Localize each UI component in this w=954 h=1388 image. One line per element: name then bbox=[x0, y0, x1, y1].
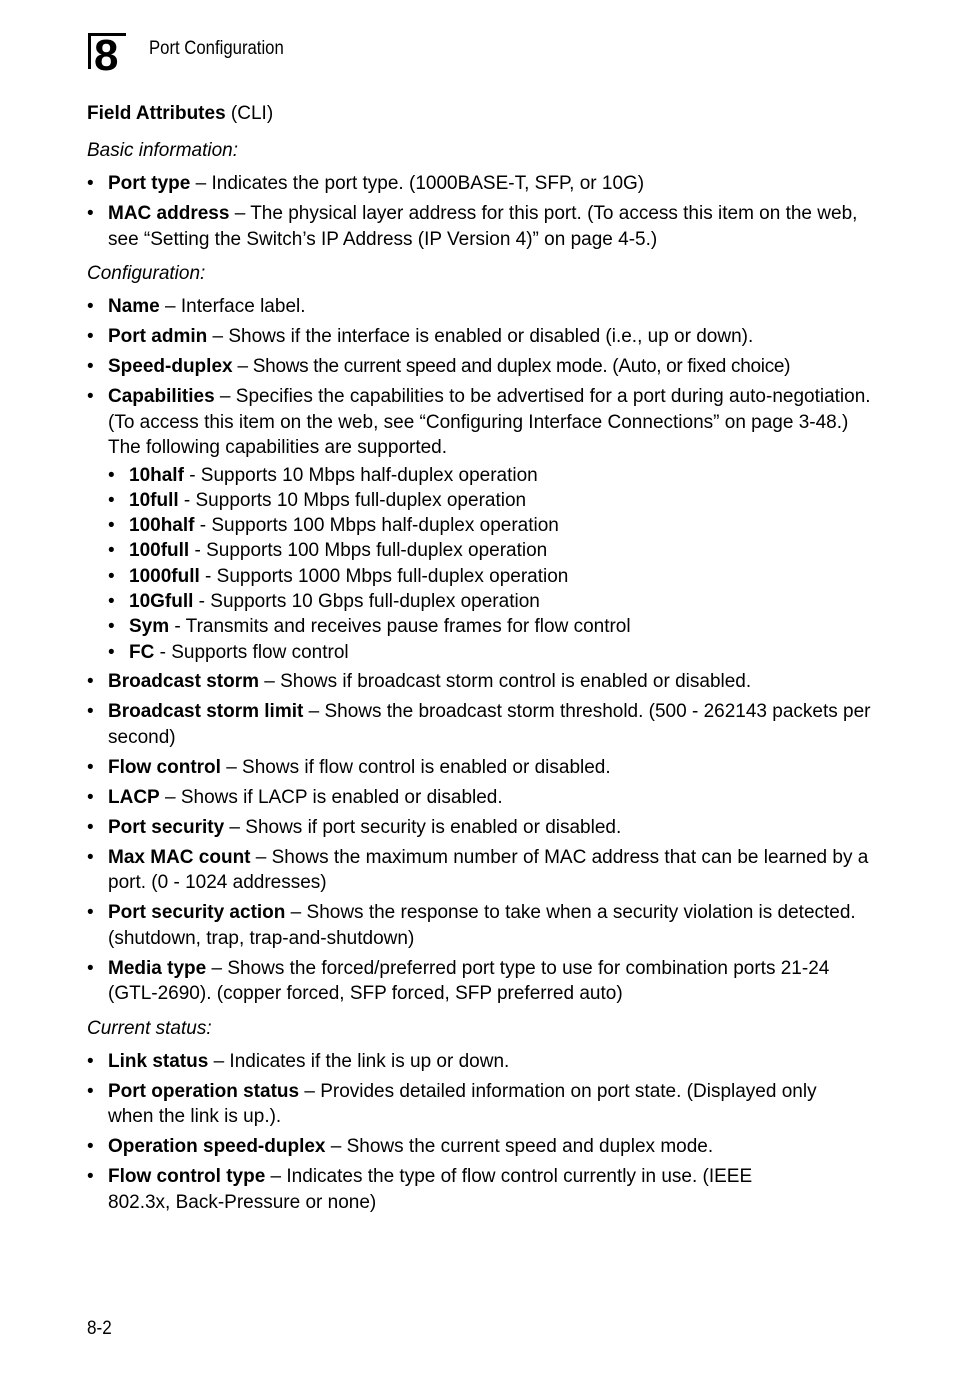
item-term: Name bbox=[108, 296, 160, 317]
current-status-label: Current status: bbox=[87, 1017, 212, 1039]
item-term: Broadcast storm limit bbox=[108, 701, 304, 723]
capability-desc: - Supports 1000 Mbps full-duplex operation bbox=[199, 565, 569, 587]
item-desc: – Interface label. bbox=[159, 296, 306, 317]
list-item bbox=[87, 785, 877, 811]
item-term: Port operation status bbox=[108, 1080, 300, 1102]
capability-term: FC bbox=[129, 641, 155, 663]
item-term: Media type bbox=[108, 957, 207, 979]
capability-item bbox=[108, 640, 877, 665]
capability-term: 10half bbox=[129, 464, 184, 486]
list-item bbox=[87, 669, 877, 695]
section-heading-bold: Field Attributes bbox=[87, 103, 226, 124]
capability-item bbox=[108, 463, 877, 488]
item-term: MAC address bbox=[108, 203, 230, 224]
item-term: Capabilities bbox=[108, 386, 215, 407]
capability-term: Sym bbox=[129, 616, 170, 638]
chapter-number: 8 bbox=[88, 33, 126, 69]
item-desc: – Shows the maximum number of MAC address that can be learned by a port. (0 - 1024 addresses) bbox=[108, 846, 869, 894]
capability-term: 10Gfull bbox=[129, 590, 194, 612]
item-desc: – Shows if port security is enabled or disabled. bbox=[224, 816, 622, 838]
section-heading bbox=[87, 101, 877, 127]
item-term: Operation speed-duplex bbox=[108, 1136, 326, 1158]
current-status-list bbox=[87, 1049, 877, 1216]
item-desc: – Shows if flow control is enabled or disabled. bbox=[220, 756, 611, 778]
item-desc: – Shows the response to take when a security violation is detected. (shutdown, trap, trap-and-shutdown) bbox=[108, 902, 856, 949]
basic-info-list bbox=[87, 171, 877, 252]
list-item bbox=[87, 1049, 877, 1075]
list-item bbox=[87, 755, 877, 781]
basic-info-label: Basic information: bbox=[87, 140, 239, 161]
list-item bbox=[87, 354, 877, 380]
capability-item bbox=[108, 488, 877, 513]
item-term: Port admin bbox=[108, 326, 208, 347]
list-item bbox=[87, 815, 877, 841]
capability-desc: - Transmits and receives pause frames for flow control bbox=[169, 616, 631, 638]
capability-item bbox=[108, 564, 877, 589]
capability-term: 10full bbox=[129, 489, 179, 511]
item-desc: – Specifies the capabilities to be advertised for a port during auto-negotiation. (To access this item on the web, see “Configuring Interface Connections” on page 3-48.) The following capabilities are supported. bbox=[108, 386, 871, 458]
item-desc: – Shows the current speed and duplex mode. bbox=[325, 1136, 714, 1158]
list-item bbox=[87, 699, 877, 750]
item-term: Broadcast storm bbox=[108, 671, 259, 693]
item-desc: – Shows the broadcast storm threshold. (500 - 262143 packets per second) bbox=[108, 701, 871, 748]
running-header-title: Port Configuration bbox=[149, 38, 284, 59]
item-term: Flow control type bbox=[108, 1166, 266, 1188]
item-desc: – Indicates if the link is up or down. bbox=[208, 1050, 510, 1072]
capability-item bbox=[108, 614, 877, 639]
capability-desc: - Supports 10 Mbps half-duplex operation bbox=[183, 464, 538, 486]
item-term: Flow control bbox=[108, 756, 221, 778]
item-term: Speed-duplex bbox=[108, 356, 233, 377]
item-desc: – Provides detailed information on port state. (Displayed only when the link is up.). bbox=[108, 1080, 817, 1128]
capability-term: 100full bbox=[129, 540, 190, 562]
item-desc: – Shows if LACP is enabled or disabled. bbox=[159, 786, 503, 808]
capability-item bbox=[108, 513, 877, 538]
capability-desc: - Supports 10 Mbps full-duplex operation bbox=[178, 489, 527, 511]
capability-desc: - Supports 10 Gbps full-duplex operation bbox=[193, 590, 540, 612]
item-desc: – The physical layer address for this port. (To access this item on the web, see “Setting the Switch’s IP Address (IP Version 4)” on page 4-5.) bbox=[108, 203, 858, 250]
configuration-label: Configuration: bbox=[87, 263, 206, 284]
list-item bbox=[87, 384, 877, 665]
capability-desc: - Supports 100 Mbps full-duplex operation bbox=[189, 540, 548, 562]
item-term: Port type bbox=[108, 173, 191, 194]
list-item bbox=[87, 845, 877, 896]
list-item bbox=[87, 900, 877, 951]
list-item bbox=[87, 1134, 877, 1160]
capability-desc: - Supports 100 Mbps half-duplex operation bbox=[194, 515, 559, 537]
list-item bbox=[87, 324, 877, 350]
capabilities-list bbox=[108, 463, 877, 665]
item-term: Port security action bbox=[108, 902, 286, 924]
capability-desc: - Supports flow control bbox=[154, 641, 349, 663]
page-number: 8-2 bbox=[87, 1318, 112, 1339]
item-desc: – Indicates the port type. (1000BASE-T, SFP, or 10G) bbox=[190, 173, 645, 194]
item-desc: – Shows the forced/preferred port type to use for combination ports 21-24 (GTL-2690). (copper forced, SFP forced, SFP preferred auto) bbox=[108, 957, 830, 1005]
item-desc: – Indicates the type of flow control currently in use. (IEEE 802.3x, Back-Pressure or none) bbox=[108, 1166, 753, 1213]
item-desc: – Shows if broadcast storm control is enabled or disabled. bbox=[259, 671, 752, 693]
item-term: Max MAC count bbox=[108, 846, 251, 868]
item-desc: – Shows the current speed and duplex mode. (Auto, or fixed choice) bbox=[232, 356, 791, 377]
list-item bbox=[87, 1164, 877, 1215]
list-item bbox=[87, 956, 877, 1007]
configuration-list bbox=[87, 294, 877, 1007]
capability-item bbox=[108, 589, 877, 614]
item-term: Link status bbox=[108, 1050, 209, 1072]
page-body bbox=[87, 101, 877, 1225]
section-heading-suffix: (CLI) bbox=[225, 103, 274, 124]
list-item bbox=[87, 201, 877, 252]
item-desc: – Shows if the interface is enabled or disabled (i.e., up or down). bbox=[207, 326, 754, 347]
item-term: LACP bbox=[108, 786, 160, 808]
capability-term: 100half bbox=[129, 515, 195, 537]
list-item bbox=[87, 171, 877, 197]
capability-term: 1000full bbox=[129, 565, 200, 587]
capability-item bbox=[108, 538, 877, 563]
list-item bbox=[87, 294, 877, 320]
list-item bbox=[87, 1079, 877, 1130]
item-term: Port security bbox=[108, 816, 225, 838]
